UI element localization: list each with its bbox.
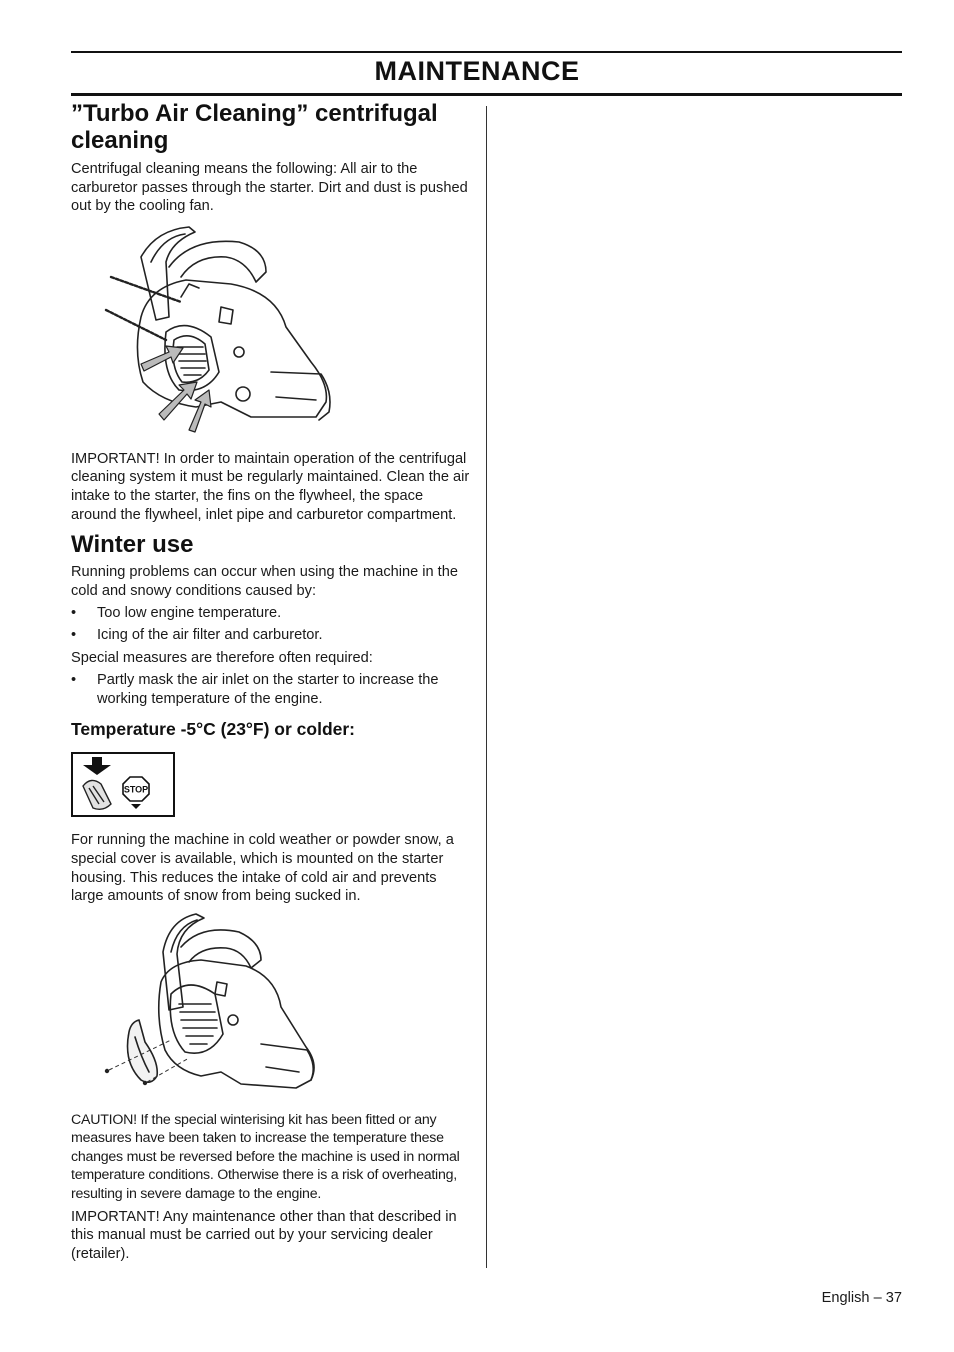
turbo-important: IMPORTANT! In order to maintain operation of the centrifugal cleaning system it must be regularly maintained. Clean the air intake to the starter, the fins on the flywheel, the space around the flywheel, inlet pipe and carburetor compartment. [71,450,470,523]
caution-text: CAUTION! If the special winterising kit has been fitted or any measures have been taken to increase the temperature these changes must be reversed before the machine is used in normal temperature conditions. Otherwise there is a risk of overheating, resulting in severe damage to the engine. [71,1111,460,1203]
left-column [71,100,471,1263]
cover-text: For running the machine in cold weather or powder snow, a special cover is available, which is mounted on the starter housing. This reduces the intake of cold air and prevents large amounts of snow from being sucked in. [71,832,454,905]
page-title: MAINTENANCE [374,56,580,86]
winter-symbol-box [71,752,175,818]
page-number: English – 37 [821,1290,902,1306]
list-item: • Icing of the air filter and carburetor. [71,626,471,645]
final-important: IMPORTANT! Any maintenance other than that described in this manual must be carried out by your servicing dealer (retailer). [71,1208,457,1262]
chainsaw-airflow-figure [71,222,471,444]
list-item: • Partly mask the air inlet on the starter to increase the working temperature of the engine. [71,671,471,708]
winter-cover-figure [71,912,471,1102]
winter-heading: Winter use [71,531,194,559]
column-divider [486,106,487,1268]
list-item: • Too low engine temperature. [71,604,471,623]
header-rule-top [71,51,902,53]
measures-intro: Special measures are therefore often required: [71,649,373,666]
causes-list [71,604,471,644]
winter-intro: Running problems can occur when using the machine in the cold and snowy conditions caused by: [71,564,458,599]
measures-list [71,671,471,708]
turbo-heading: ”Turbo Air Cleaning” centrifugal cleaning [71,100,438,154]
svg-text:STOP: STOP [123,784,149,795]
temperature-heading: Temperature -5°C (23°F) or colder: [71,719,356,740]
header-rule-bottom [71,93,902,96]
turbo-intro: Centrifugal cleaning means the following: All air to the carburetor passes through the starter. Dirt and dust is pushed out by the cooling fan. [71,161,468,215]
